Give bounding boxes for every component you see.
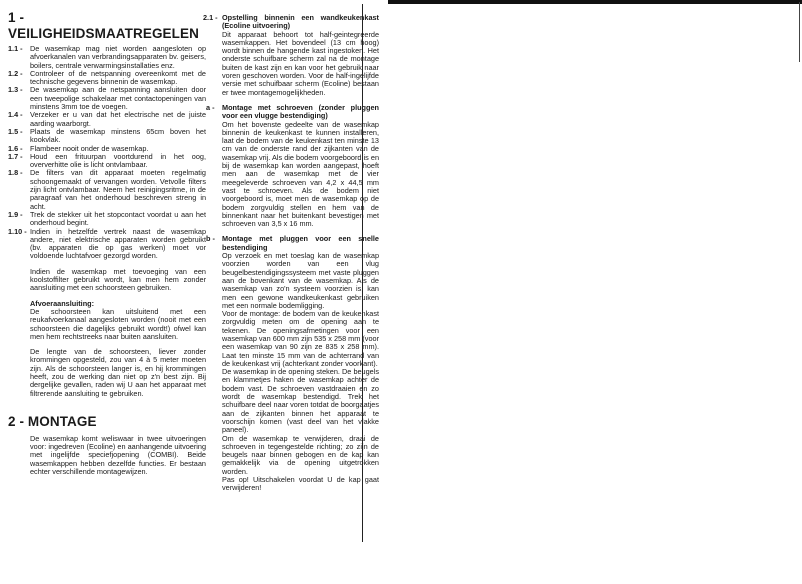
exhaust-heading: Afvoeraansluiting: [30,298,95,308]
list-item [8,153,206,170]
method-b-p2: Voor de montage: de bodem van de keukenkast zorgvuldig meten om de opening aan te tekenen. De openingsafmetingen voor een wasemkap van 600 mm zijn 535 x 258 mm (voor een wasemkap van 90 zijn ze 835 x 258 mm). Laat ten minste 15 mm van de achterrand van de keukenkast vrij (achterkant zonder voorkant). [222,309,379,368]
section-2-1 [203,14,379,97]
method-b-p4: Om de wasemkap te verwijderen, draai de schroeven in tegengestelde richting; zo zijn de beugels naar binnen gebogen en de kap kan gemakkelijk via de opening uitgetrokken worden. [222,433,379,476]
method-letter: b - [206,234,215,244]
item-number: 1.4 - [8,110,23,120]
right-column [203,14,379,493]
carbon-filter-note: Indien de wasemkap met toevoeging van een koolstoffilter gebruikt wordt, kan men hem zonder aansluiting met een schoorsteen gebruiken. [30,266,206,293]
item-number: 1.6 - [8,143,23,153]
item-number: 1.7 - [8,151,23,161]
method-b-p1: Op verzoek en met toeslag kan de wasemkap voorzien worden van een vlug beugelbestendigingssysteem met vaste pluggen aan de bovenkant van de wasemkap. Als de wasemkap van zo'n systeem voorzien is, kan men een gewone wandkeukenkast gebruiken met een normale bodemligging. [222,251,379,310]
item-number: 1.8 - [8,168,23,178]
item-text: Trek de stekker uit het stopcontact voordat u aan het onderhoud begint. [30,209,206,228]
section-2-1-heading: Opstelling binnenin een wandkeukenkast (Ecoline uitvoering) [222,13,379,31]
method-b [206,235,379,492]
list-item [8,228,206,261]
safety-list [8,45,206,261]
item-number: 1.1 - [8,44,23,53]
item-number: 1.2 - [8,68,23,78]
list-item [8,211,206,228]
item-number: 1.9 - [8,209,23,219]
exhaust-text: De schoorsteen kan uitsluitend met een reukafvoerkanaal aangesloten worden (nooit met een schoorsteen die dagelijks gebruikt wordt!) ofwel kan men hem rechtstreeks naar buiten aansluiten. [30,306,206,341]
method-a [206,104,379,228]
item-text: Houd een frituurpan voortdurend in het oog, oververhitte olie is licht ontvlambaar. [30,151,206,170]
list-item [8,45,206,70]
item-text: Verzeker er u van dat het electrische net de juiste aarding waarborgt. [30,110,206,128]
section1-notes [30,268,206,398]
list-item [8,70,206,87]
section1-heading: 1 - VEILIGHEIDSMAATREGELEN [8,10,199,41]
section-2-1-header [203,14,379,31]
item-text: De filters van dit apparaat moeten regelmatig schoongemaakt of vervangen worden. Vetvolle filters zijn licht ontvlambaar. Neem het reinigingsritme, in de paragraaf van het onderhoud beschreven streng in acht. [30,168,206,211]
list-item [8,169,206,210]
method-b-body [222,252,379,493]
item-text: Plaats de wasemkap minstens 65cm boven het kookvlak. [30,126,206,145]
item-text: De wasemkap aan de netspanning aansluiten door een tweepolige schakelaar met contactopeningen van minstens 3mm toe de voegen. [30,85,206,112]
item-text: De wasemkap mag niet worden aangesloten op afvoerkanalen van verbrandingsapparaten bv. geisers, boilers, centrale verwarmingsinstallaties enz. [30,44,206,70]
left-column [8,10,206,476]
section2-intro: De wasemkap komt weliswaar in twee uitvoeringen voor: ingedreven (Ecoline) en aanhangende uitvoering met ingelijfde speciefjopening (COMBI). Beide wasemkappen hebben dezelfde functies. Er bestaan echter verschillende montagewijzen. [30,433,206,477]
method-a-heading: Montage met schroeven (zonder pluggen voor een vlugge bestendiging) [222,102,379,121]
method-b-heading: Montage met pluggen voor een snelle bestendiging [222,234,379,252]
method-b-p3: De wasemkap in de opening steken. De beugels en klammetjes haken de wasemkap achter de bodem vast. De schroeven vastdraaien en zo wordt de wasemkap bestendigd. Trek het schuifbare deel naar voren totdat de boorgaatjes aan de zijkanten binnen het apparaat te voorschijn komen (vast deel van het vlakke paneel). [222,367,379,435]
method-a-text: Om het bovenste gedeelte van de wasemkap binnenin de keukenkast te kunnen installeren, laat de bodem van de keukenkast ten minste 13 cm van de onderste rand der zijkanten van de wasemkap vrij. Als die bodem voorgeboord is en bij de wasemkap kan worden aangepast, hoeft men aan de wasemkap met de vier meegeleverde schroeven van 4,2 x 44,5 mm vast te schroeven. Als de bodem niet voorgeboord is, moet men de wasemkap op de bodem zorgvuldig stellen en hem van de binnenkant naar het buitenkant bevestigen met schroeven van 3,5 x 16 mm. [222,119,379,229]
section-number: 2.1 - [203,13,218,22]
scan-edge-line [799,2,800,62]
section2-heading: 2 - MONTAGE [8,413,97,429]
method-b-header [206,235,379,252]
item-text: Flambeer nooit onder de wasemkap. [30,143,149,153]
item-number: 1.3 - [8,85,23,95]
scan-edge-bar [388,0,802,4]
method-letter: a - [206,102,215,112]
method-a-header [206,104,379,121]
chimney-text: De lengte van de schoorsteen, liever zonder krommingen opgesteld, zou van 4 à 5 meter moeten zijn. Als de schoorsteen langer is, en hij krommingen heeft, zou de werking dan niet op z'n best zijn. Bij dergelijke gevallen, raden wij U aan het apparaat met filtrerende aansluiting te gebruiken. [30,347,206,398]
item-text: Controleer of de netspanning overeenkomt met de technische gegevens binnenin de wasemkap. [30,68,206,87]
list-item [8,128,206,145]
section-2-1-text: Dit apparaat behoort tot half-geintegreerde wasemkappen. Het bovendeel (13 cm hoog) wordt binnen de hangende kast ingestoken. Het onderste schuifbare scherm zal na de montage buiten de kast zijn en kan voor het gebruik naar voren geschoven worden. Voor de half-ingelijfde versie met schuifbaar scherm (Ecoline) bestaan er twee montagemogelijkheden. [222,29,379,97]
method-b-warning: Pas op! Uitschakelen voordat U de kap gaat verwijderen! [222,475,379,493]
item-number: 1.5 - [8,126,23,136]
list-item [8,86,206,111]
item-text: Indien in hetzelfde vertrek naast de wasemkap andere, niet elektrische apparaten worden gebruikt (bv. apparaten die op gas werken) moet vor voldoende luchtafvoer gezorgd worden. [30,226,206,261]
item-number: 1.10 - [8,226,27,236]
list-item [8,111,206,128]
